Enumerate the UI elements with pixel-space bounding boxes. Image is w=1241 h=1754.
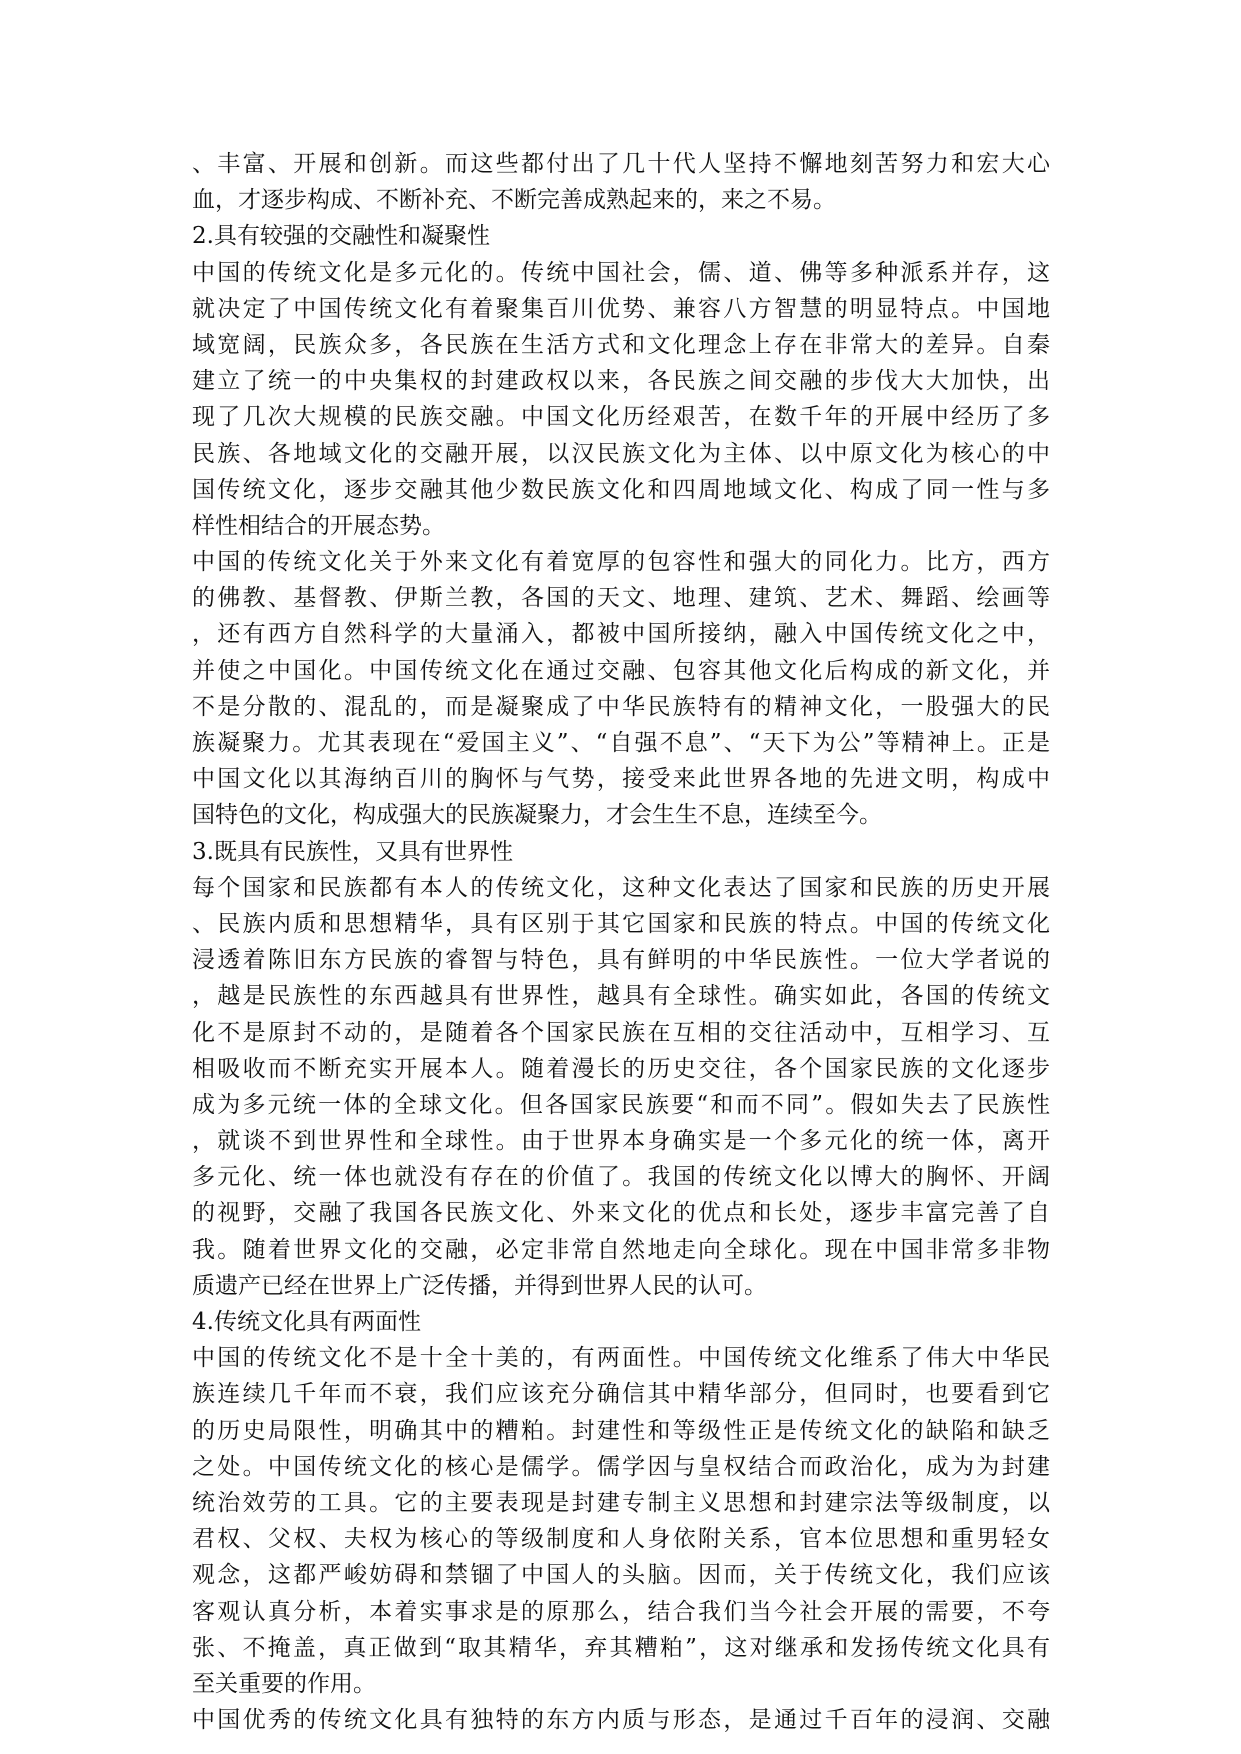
text-line: 中国的传统文化关于外来文化有着宽厚的包容性和强大的同化力。比方，西方 bbox=[192, 549, 1050, 576]
text-line: ，就谈不到世界性和全球性。由于世界本身确实是一个多元化的统一体，离开 bbox=[192, 1128, 1050, 1155]
document-body-text bbox=[192, 146, 1050, 1738]
text-line: 国特色的文化，构成强大的民族凝聚力，才会生生不息，连续至今。 bbox=[192, 802, 882, 829]
text-line: 之处。中国传统文化的核心是儒学。儒学因与皇权结合而政治化，成为为封建 bbox=[192, 1453, 1050, 1480]
text-line: 君权、父权、夫权为核心的等级制度和人身依附关系，官本位思想和重男轻女 bbox=[192, 1526, 1050, 1553]
text-line: 中国的传统文化不是十全十美的，有两面性。中国传统文化维系了伟大中华民 bbox=[192, 1345, 1050, 1372]
text-line: 的历史局限性，明确其中的糟粕。封建性和等级性正是传统文化的缺陷和缺乏 bbox=[192, 1417, 1050, 1444]
text-line: 3.既具有民族性，又具有世界性 bbox=[192, 838, 513, 865]
text-line: 样性相结合的开展态势。 bbox=[192, 512, 445, 539]
text-line: 建立了统一的中央集权的封建政权以来，各民族之间交融的步伐大大加快，出 bbox=[192, 368, 1050, 395]
text-line: 客观认真分析，本着实事求是的原那么，结合我们当今社会开展的需要，不夸 bbox=[192, 1598, 1050, 1625]
text-line: 、民族内质和思想精华，具有区别于其它国家和民族的特点。中国的传统文化 bbox=[192, 910, 1050, 937]
text-line: 国传统文化，逐步交融其他少数民族文化和四周地域文化、构成了同一性与多 bbox=[192, 476, 1050, 503]
text-line: 观念，这都严峻妨碍和禁锢了中国人的头脑。因而，关于传统文化，我们应该 bbox=[192, 1562, 1050, 1589]
text-line: 、丰富、开展和创新。而这些都付出了几十代人坚持不懈地刻苦努力和宏大心 bbox=[192, 151, 1050, 177]
text-line: 不是分散的、混乱的，而是凝聚成了中华民族特有的精神文化，一股强大的民 bbox=[192, 693, 1050, 720]
text-line: 每个国家和民族都有本人的传统文化，这种文化表达了国家和民族的历史开展 bbox=[192, 874, 1050, 901]
text-line: 成为多元统一体的全球文化。但各国家民族要“和而不同”。假如失去了民族性 bbox=[192, 1091, 1050, 1118]
text-line: ，越是民族性的东西越具有世界性，越具有全球性。确实如此，各国的传统文 bbox=[192, 983, 1050, 1010]
text-line: 张、不掩盖，真正做到“取其精华，弃其糟粕”，这对继承和发扬传统文化具有 bbox=[192, 1634, 1050, 1661]
text-line: 中国文化以其海纳百川的胸怀与气势，接受来此世界各地的先进文明，构成中 bbox=[192, 766, 1050, 793]
text-line: 的视野，交融了我国各民族文化、外来文化的优点和长处，逐步丰富完善了自 bbox=[192, 1200, 1050, 1227]
text-line: 2.具有较强的交融性和凝聚性 bbox=[192, 223, 490, 250]
text-line: 族凝聚力。尤其表现在“爱国主义”、“自强不息”、“天下为公”等精神上。正是 bbox=[192, 730, 1050, 756]
text-line: 化不是原封不动的，是随着各个国家民族在互相的交往活动中，互相学习、互 bbox=[192, 1019, 1050, 1046]
text-line: 的佛教、基督教、伊斯兰教，各国的天文、地理、建筑、艺术、舞蹈、绘画等 bbox=[192, 585, 1050, 612]
text-line: 域宽阔，民族众多，各民族在生活方式和文化理念上存在非常大的差异。自秦 bbox=[192, 331, 1050, 358]
text-line: 中国的传统文化是多元化的。传统中国社会，儒、道、佛等多种派系并存，这 bbox=[192, 259, 1050, 286]
text-line: 浸透着陈旧东方民族的睿智与特色，具有鲜明的中华民族性。一位大学者说的 bbox=[192, 947, 1050, 974]
text-line: 就决定了中国传统文化有着聚集百川优势、兼容八方智慧的明显特点。中国地 bbox=[192, 295, 1050, 322]
text-line: 我。随着世界文化的交融，必定非常自然地走向全球化。现在中国非常多非物 bbox=[192, 1236, 1050, 1263]
text-line: 相吸收而不断充实开展本人。随着漫长的历史交往，各个国家民族的文化逐步 bbox=[192, 1055, 1050, 1082]
text-line: 4.传统文化具有两面性 bbox=[192, 1309, 421, 1335]
text-line: 至关重要的作用。 bbox=[192, 1670, 376, 1697]
text-line: 多元化、统一体也就没有存在的价值了。我国的传统文化以博大的胸怀、开阔 bbox=[192, 1164, 1050, 1191]
text-line: 民族、各地域文化的交融开展，以汉民族文化为主体、以中原文化为核心的中 bbox=[192, 440, 1050, 467]
text-line: 族连续几千年而不衰，我们应该充分确信其中精华部分，但同时，也要看到它 bbox=[192, 1381, 1050, 1408]
text-line: 血，才逐步构成、不断补充、不断完善成熟起来的，来之不易。 bbox=[192, 187, 836, 214]
text-line: 质遗产已经在世界上广泛传播，并得到世界人民的认可。 bbox=[192, 1272, 767, 1299]
text-line: ，还有西方自然科学的大量涌入，都被中国所接纳，融入中国传统文化之中， bbox=[192, 621, 1050, 648]
text-line: 中国优秀的传统文化具有独特的东方内质与形态，是通过千百年的浸润、交融 bbox=[192, 1707, 1050, 1734]
text-line: 现了几次大规模的民族交融。中国文化历经艰苦，在数千年的开展中经历了多 bbox=[192, 404, 1050, 431]
text-line: 并使之中国化。中国传统文化在通过交融、包容其他文化后构成的新文化，并 bbox=[192, 657, 1050, 684]
text-line: 统治效劳的工具。它的主要表现是封建专制主义思想和封建宗法等级制度，以 bbox=[192, 1489, 1050, 1516]
